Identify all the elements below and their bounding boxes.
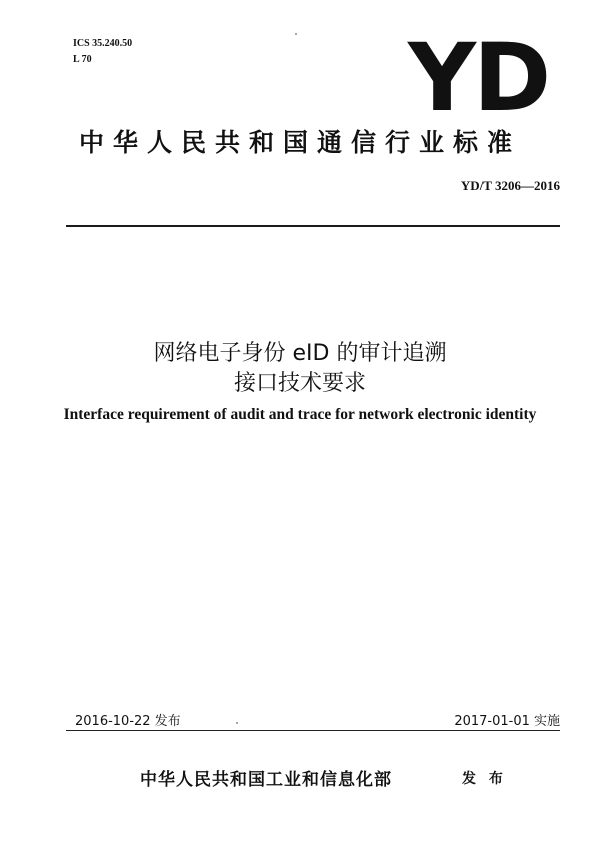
scan-speck <box>295 33 297 35</box>
header-divider <box>66 225 560 227</box>
implement-date: 2017-01-01 实施 <box>454 714 560 729</box>
document-title-line2: 接口技术要求 <box>233 371 366 396</box>
standard-number: YD/T 3206—2016 <box>460 178 560 193</box>
ccs-code: L 70 <box>73 54 92 65</box>
document-title-line1: 网络电子身份 eID 的审计追溯 <box>153 341 447 366</box>
footer-divider <box>66 730 560 731</box>
issue-label: 发 布 <box>462 771 507 787</box>
yd-logo: YD <box>408 24 549 133</box>
publish-date: 2016-10-22 发布 <box>75 714 181 729</box>
issuing-authority: 中华人民共和国工业和信息化部 <box>140 770 392 790</box>
organization-title: 中华人民共和国通信行业标准 <box>78 128 521 157</box>
scan-speck <box>236 722 238 724</box>
ics-code: ICS 35.240.50 <box>73 38 133 49</box>
english-title: Interface requirement of audit and trace for network electronic identity <box>63 406 537 423</box>
classification-codes <box>73 36 132 68</box>
